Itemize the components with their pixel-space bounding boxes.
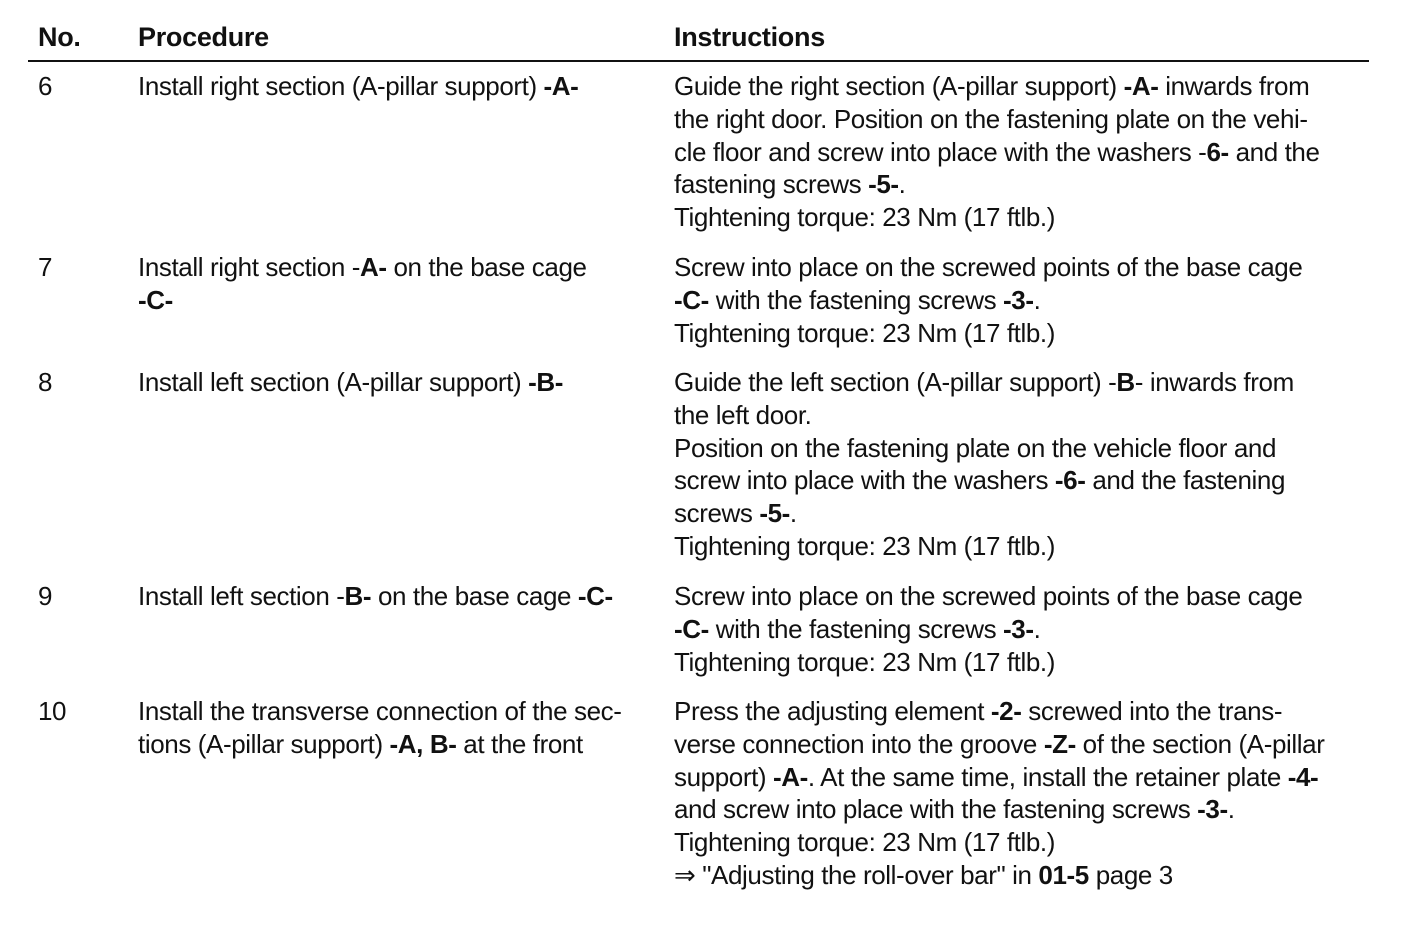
reference-label: -5- bbox=[868, 169, 899, 200]
instructions-line bbox=[674, 826, 1364, 859]
text-run: with the fastening screws bbox=[708, 284, 1004, 315]
text-run: screw into place with the washers bbox=[674, 465, 1055, 496]
table-row bbox=[0, 366, 1408, 580]
instructions-line bbox=[674, 464, 1364, 497]
reference-label: A- bbox=[360, 252, 387, 282]
procedure-line bbox=[138, 728, 658, 761]
instructions-line bbox=[674, 613, 1364, 646]
step-number: 7 bbox=[38, 252, 53, 282]
text-run: Install right section - bbox=[138, 252, 361, 282]
text-run: and the bbox=[1228, 136, 1320, 167]
reference-label: -4- bbox=[1287, 761, 1319, 792]
table-body bbox=[0, 70, 1408, 895]
text-run: Guide the right section (A-pillar support) bbox=[674, 71, 1124, 101]
instructions-line bbox=[674, 497, 1364, 530]
reference-label: -A- bbox=[773, 761, 808, 792]
text-run: fastening screws bbox=[674, 169, 869, 200]
text-run: Tightening torque: 23 Nm (17 ftlb.) bbox=[674, 202, 1056, 233]
text-run: Tightening torque: 23 Nm (17 ftlb.) bbox=[674, 827, 1056, 858]
header-no: No. bbox=[38, 22, 81, 52]
text-run: Install the transverse connection of the sec- bbox=[138, 696, 622, 726]
procedure-cell bbox=[138, 366, 658, 399]
instructions-cell bbox=[674, 366, 1364, 563]
instructions-line bbox=[674, 859, 1364, 892]
text-run: and the fastening bbox=[1085, 465, 1286, 496]
text-run: . At the same time, install the retainer plate bbox=[807, 761, 1288, 792]
text-run: on the base cage bbox=[371, 581, 578, 611]
text-run: the left door. bbox=[674, 399, 812, 430]
reference-label: -A, B- bbox=[389, 728, 457, 759]
instructions-line bbox=[674, 761, 1364, 794]
text-run: tions (A-pillar support) bbox=[138, 728, 390, 759]
instructions-cell bbox=[674, 70, 1364, 234]
instructions-line bbox=[674, 251, 1364, 284]
procedure-line bbox=[138, 580, 658, 613]
reference-label: B bbox=[1116, 367, 1135, 397]
reference-label: -C- bbox=[138, 284, 173, 315]
table-row bbox=[0, 251, 1408, 366]
text-run: Install left section - bbox=[138, 581, 345, 611]
instructions-line bbox=[674, 103, 1364, 136]
instructions-line bbox=[674, 70, 1364, 103]
text-run: Tightening torque: 23 Nm (17 ftlb.) bbox=[674, 530, 1056, 561]
step-number: 8 bbox=[38, 367, 53, 397]
text-run: support) bbox=[674, 761, 774, 792]
instructions-cell bbox=[674, 251, 1364, 349]
table-header bbox=[0, 18, 1408, 62]
reference-label: -2- bbox=[990, 696, 1022, 726]
instructions-cell bbox=[674, 695, 1364, 892]
instructions-line bbox=[674, 317, 1364, 350]
reference-label: -3- bbox=[1003, 284, 1034, 315]
table-row bbox=[0, 580, 1408, 695]
text-run: Position on the fastening plate on the vehicle floor and bbox=[674, 432, 1277, 463]
table-row bbox=[0, 70, 1408, 251]
text-run: Screw into place on the screwed points of the base cage bbox=[674, 581, 1303, 611]
procedure-cell bbox=[138, 695, 658, 761]
procedure-line bbox=[138, 251, 658, 284]
text-run: . bbox=[898, 169, 906, 200]
step-number: 9 bbox=[38, 581, 53, 611]
text-run: at the front bbox=[456, 728, 583, 759]
text-run: Tightening torque: 23 Nm (17 ftlb.) bbox=[674, 317, 1056, 348]
text-run: inwards from bbox=[1158, 71, 1310, 101]
reference-label: -3- bbox=[1197, 794, 1228, 825]
text-run: verse connection into the groove bbox=[674, 728, 1044, 759]
procedure-line bbox=[138, 70, 658, 103]
instructions-line bbox=[674, 284, 1364, 317]
procedure-line bbox=[138, 284, 658, 317]
instructions-line bbox=[674, 530, 1364, 563]
text-run: on the base cage bbox=[386, 252, 587, 282]
instructions-line bbox=[674, 646, 1364, 679]
reference-label: -C- bbox=[577, 581, 613, 611]
reference-label: -B- bbox=[528, 367, 563, 397]
procedure-cell bbox=[138, 580, 658, 613]
text-run: Press the adjusting element bbox=[674, 696, 991, 726]
instructions-line bbox=[674, 399, 1364, 432]
reference-label: -A- bbox=[1123, 71, 1159, 101]
reference-label: 01-5 bbox=[1038, 859, 1089, 890]
text-run: of the section (A-pillar bbox=[1075, 728, 1325, 759]
reference-label: -Z- bbox=[1043, 728, 1076, 759]
text-run: . bbox=[1227, 794, 1235, 825]
text-run: cle floor and screw into place with the washers - bbox=[674, 136, 1207, 167]
text-run: with the fastening screws bbox=[708, 613, 1004, 644]
reference-label: -C- bbox=[674, 613, 709, 644]
reference-label: -C- bbox=[674, 284, 709, 315]
text-run: - inwards from bbox=[1134, 367, 1294, 397]
step-number: 6 bbox=[38, 71, 53, 101]
step-number: 10 bbox=[38, 696, 67, 726]
text-run: Guide the left section (A-pillar support) - bbox=[674, 367, 1117, 397]
reference-label: -6- bbox=[1054, 465, 1086, 496]
text-run: the right door. Position on the fastening plate on the vehi- bbox=[674, 103, 1308, 134]
text-run: screws bbox=[674, 498, 760, 529]
reference-label: 6- bbox=[1206, 136, 1229, 167]
instructions-line bbox=[674, 695, 1364, 728]
text-run: . bbox=[789, 498, 797, 529]
text-run: and screw into place with the fastening screws bbox=[674, 794, 1198, 825]
table-row bbox=[0, 695, 1408, 895]
text-run: Tightening torque: 23 Nm (17 ftlb.) bbox=[674, 646, 1056, 677]
text-run: page 3 bbox=[1088, 859, 1173, 890]
procedure-line bbox=[138, 695, 658, 728]
text-run: ⇒ "Adjusting the roll-over bar" in bbox=[674, 859, 1039, 890]
instructions-line bbox=[674, 432, 1364, 465]
header-procedure: Procedure bbox=[138, 22, 269, 52]
reference-label: -A- bbox=[543, 71, 579, 101]
procedure-line bbox=[138, 366, 658, 399]
instructions-line bbox=[674, 793, 1364, 826]
reference-label: -3- bbox=[1003, 613, 1034, 644]
header-divider bbox=[28, 60, 1369, 62]
instructions-line bbox=[674, 201, 1364, 234]
text-run: Install left section (A-pillar support) bbox=[138, 367, 529, 397]
instructions-line bbox=[674, 136, 1364, 169]
header-instructions: Instructions bbox=[674, 22, 825, 52]
instructions-cell bbox=[674, 580, 1364, 678]
procedure-cell bbox=[138, 70, 658, 103]
reference-label: -5- bbox=[759, 498, 790, 529]
text-run: Screw into place on the screwed points of the base cage bbox=[674, 252, 1303, 282]
text-run: Install right section (A-pillar support) bbox=[138, 71, 544, 101]
instructions-line bbox=[674, 168, 1364, 201]
text-run: screwed into the trans- bbox=[1021, 696, 1283, 726]
text-run: . bbox=[1033, 613, 1041, 644]
text-run: . bbox=[1033, 284, 1041, 315]
procedure-cell bbox=[138, 251, 658, 317]
instructions-line bbox=[674, 580, 1364, 613]
instructions-line bbox=[674, 366, 1364, 399]
instructions-line bbox=[674, 728, 1364, 761]
reference-label: B- bbox=[344, 581, 372, 611]
